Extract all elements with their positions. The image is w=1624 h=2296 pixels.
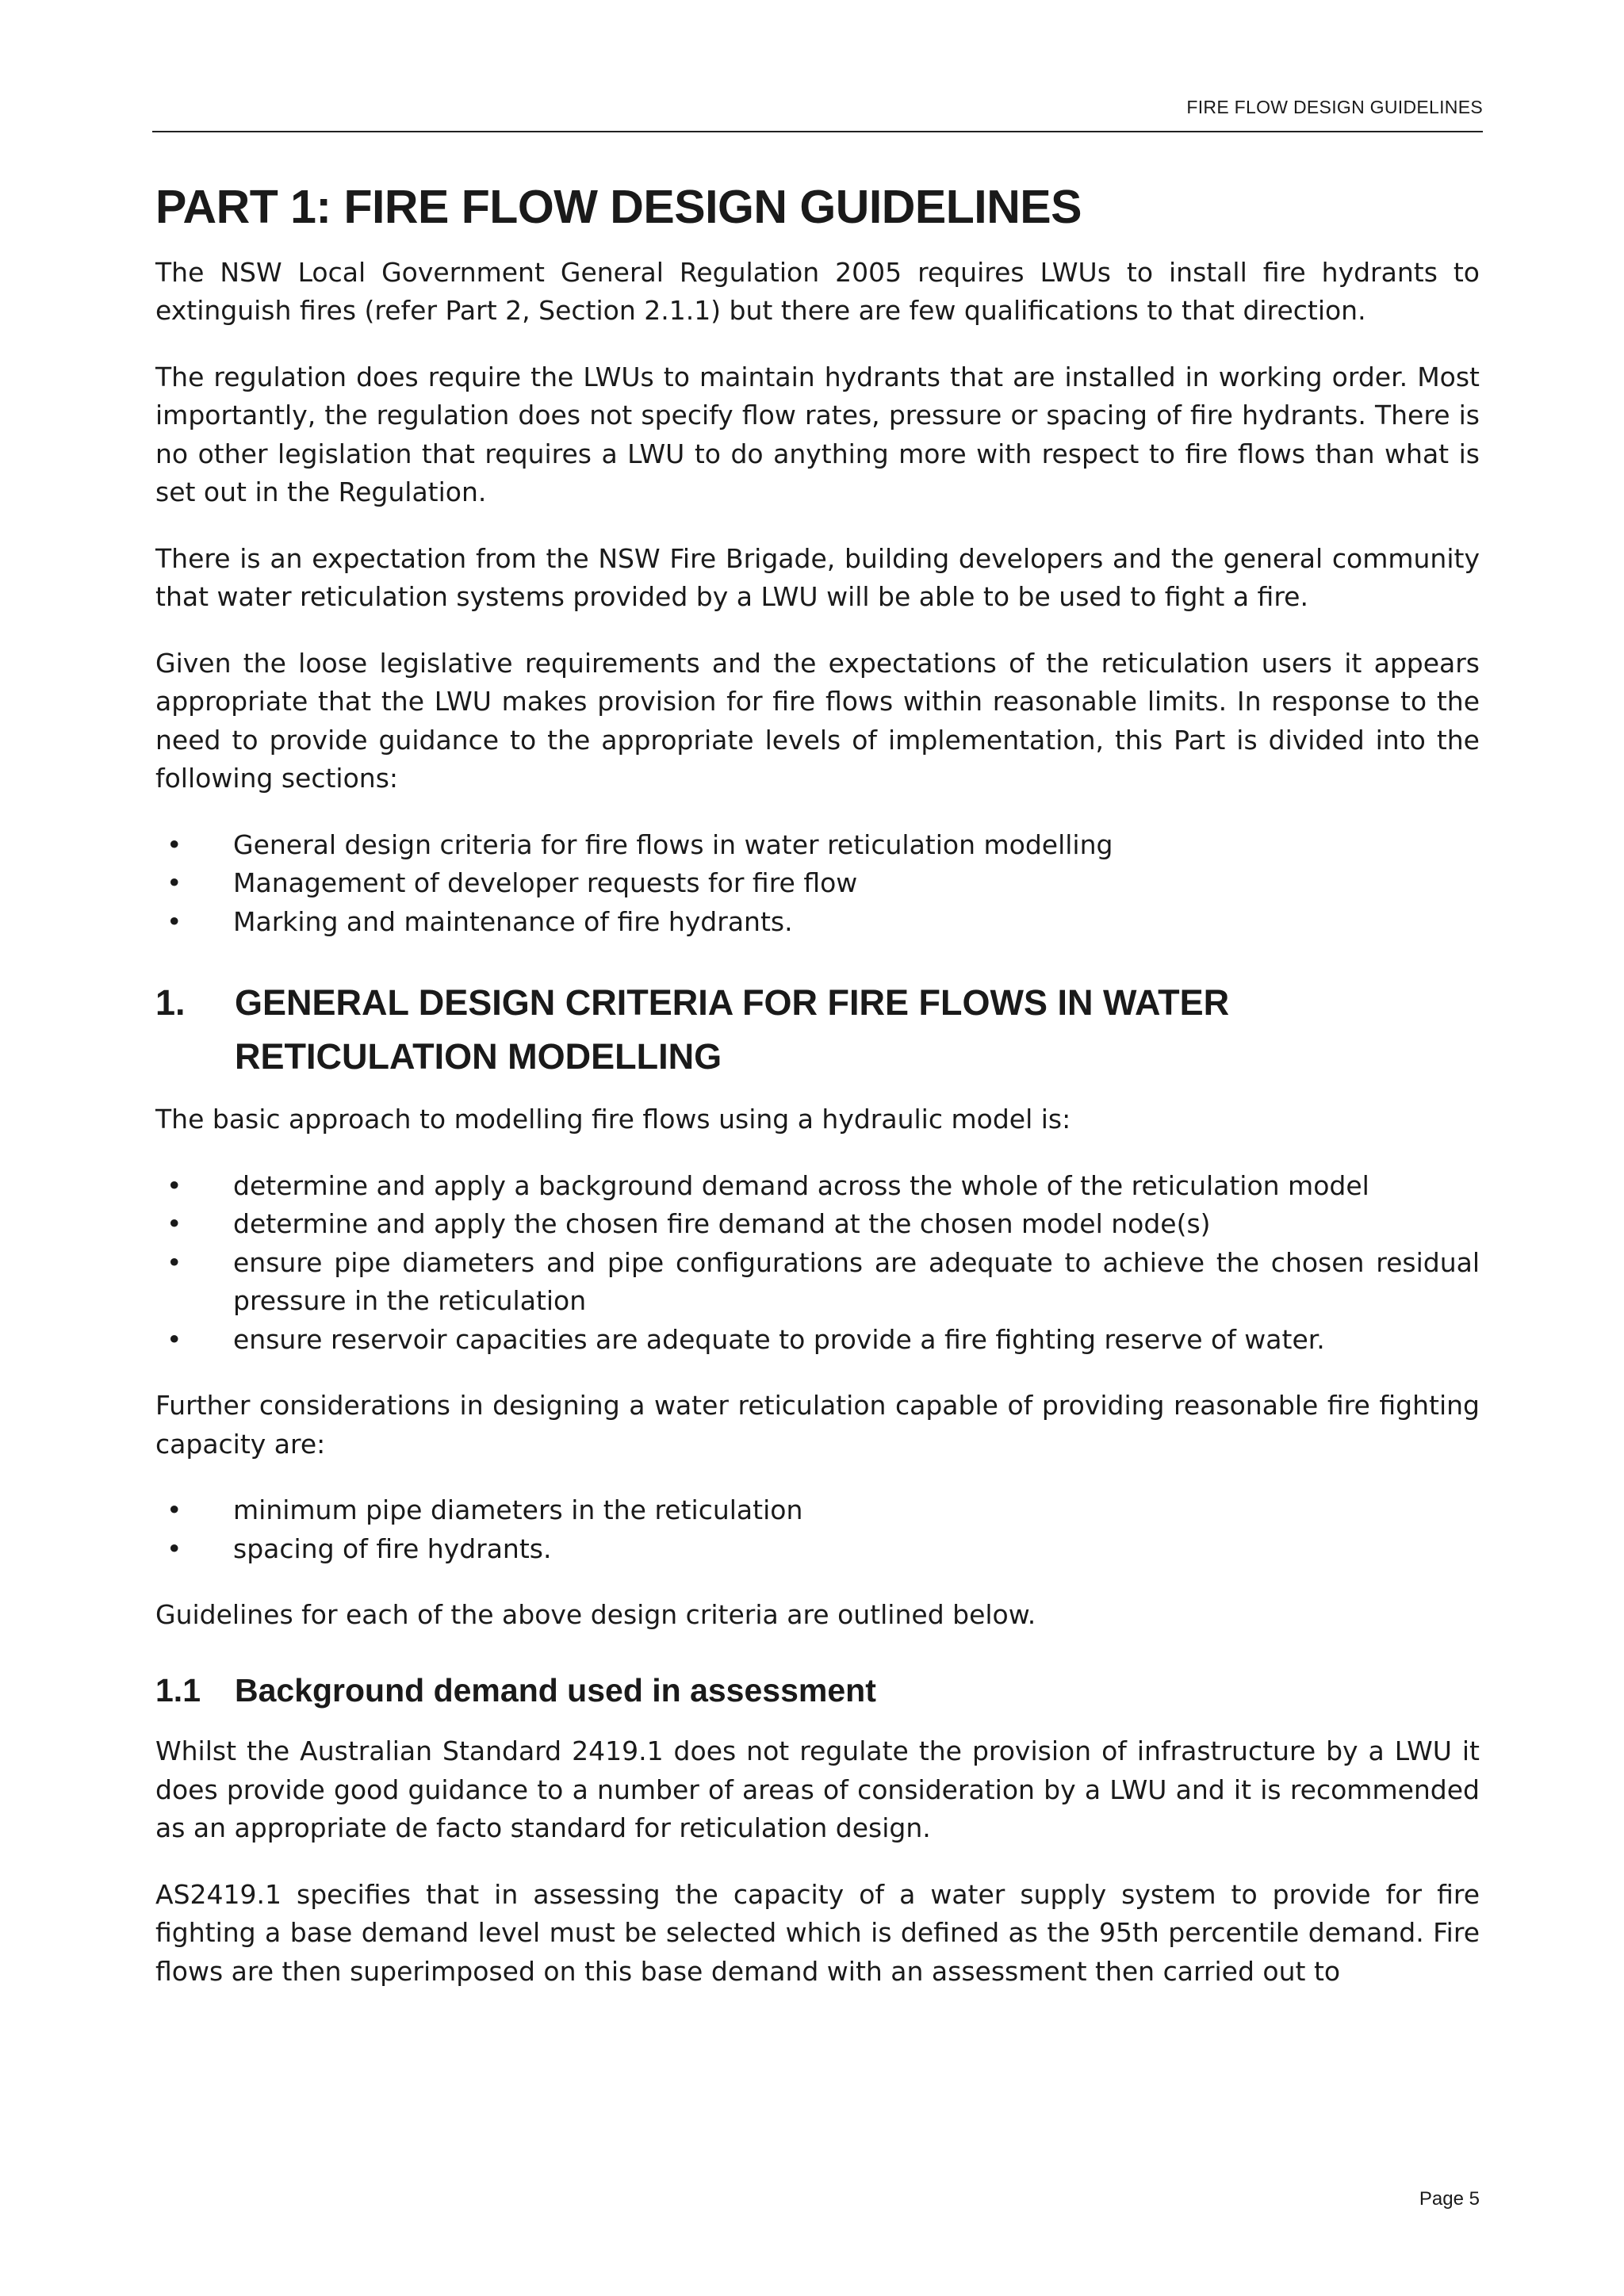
intro-paragraph: The regulation does require the LWUs to maintain hydrants that are installed in working order. Most importantly, the regulation does not specify flow rates, pressure or spacing of fire hydrants. There is no other legislation that requires a LWU to do anything more with respect to fire flows than what is set out in the Regulation.	[155, 361, 1480, 508]
bullet-icon: •	[167, 1208, 182, 1240]
page-content	[155, 181, 1480, 2019]
subsection-paragraph: Whilst the Australian Standard 2419.1 does not regulate the provision of infrastructure by a LWU it does provide good guidance to a number of areas of consideration by a LWU and it is recommended as an appropriate de facto standard for reticulation design.	[155, 1735, 1480, 1844]
intro-paragraph: There is an expectation from the NSW Fire Brigade, building developers and the general community that water reticulation systems provided by a LWU will be able to be used to fight a fire.	[155, 542, 1480, 613]
list-item: • determine and apply the chosen fire demand at the chosen model node(s)	[155, 1205, 1480, 1244]
bullet-icon: •	[167, 867, 182, 899]
list-item: • Marking and maintenance of fire hydrants.	[155, 903, 1480, 942]
subsection-1-1-heading	[155, 1670, 1480, 1712]
approach-bullet-list	[155, 1167, 1480, 1360]
bullet-icon: •	[167, 905, 182, 937]
list-item: • Management of developer requests for fire flow	[155, 864, 1480, 903]
subsection-paragraph: AS2419.1 specifies that in assessing the capacity of a water supply system to provide for fire fighting a base demand level must be selected which is defined as the 95th percentile demand. Fire flows are then superimposed on this base demand with an assessment then carried out to	[155, 1878, 1480, 1987]
part-title: PART 1: FIRE FLOW DESIGN GUIDELINES	[155, 181, 1082, 233]
list-item: • General design criteria for fire flows in water reticulation modelling	[155, 826, 1480, 865]
section-title: GENERAL DESIGN CRITERIA FOR FIRE FLOWS IN WATER RETICULATION MODELLING	[235, 982, 1230, 1077]
section-number: 1.	[155, 982, 186, 1024]
intro-paragraph: Given the loose legislative requirements and the expectations of the reticulation users it appears appropriate that the LWU makes provision for fire flows within reasonable limits. In response to the need to provide guidance to the appropriate levels of implementation, this Part is divided into the following sections:	[155, 647, 1480, 794]
bullet-icon: •	[167, 1246, 182, 1278]
list-item: • spacing of fire hydrants.	[155, 1530, 1480, 1569]
subsection-title: Background demand used in assessment	[235, 1671, 876, 1709]
further-bullet-list	[155, 1491, 1480, 1568]
approach-intro: The basic approach to modelling fire flows using a hydraulic model is:	[155, 1104, 1071, 1135]
guidelines-note: Guidelines for each of the above design criteria are outlined below.	[155, 1599, 1036, 1631]
bullet-icon: •	[167, 1533, 182, 1564]
intro-bullet-list	[155, 826, 1480, 942]
header-rule	[152, 131, 1483, 132]
running-header: FIRE FLOW DESIGN GUIDELINES	[1186, 97, 1483, 117]
bullet-icon: •	[167, 1494, 182, 1526]
bullet-icon: •	[167, 828, 182, 860]
bullet-icon: •	[167, 1169, 182, 1201]
list-item: • determine and apply a background demand across the whole of the reticulation model	[155, 1167, 1480, 1206]
list-item: • minimum pipe diameters in the reticulation	[155, 1491, 1480, 1530]
further-considerations-intro: Further considerations in designing a water reticulation capable of providing reasonable fire fighting capacity are:	[155, 1390, 1480, 1460]
subsection-number: 1.1	[155, 1671, 201, 1709]
list-item: • ensure pipe diameters and pipe configurations are adequate to achieve the chosen residual pressure in the reticulation	[155, 1244, 1480, 1321]
bullet-icon: •	[167, 1323, 182, 1355]
list-item: • ensure reservoir capacities are adequate to provide a fire fighting reserve of water.	[155, 1321, 1480, 1360]
page-number: Page 5	[1419, 2188, 1480, 2210]
section-1-heading	[155, 976, 1480, 1083]
intro-paragraph: The NSW Local Government General Regulation 2005 requires LWUs to install fire hydrants to extinguish fires (refer Part 2, Section 2.1.1) but there are few qualifications to that direction.	[155, 256, 1480, 327]
